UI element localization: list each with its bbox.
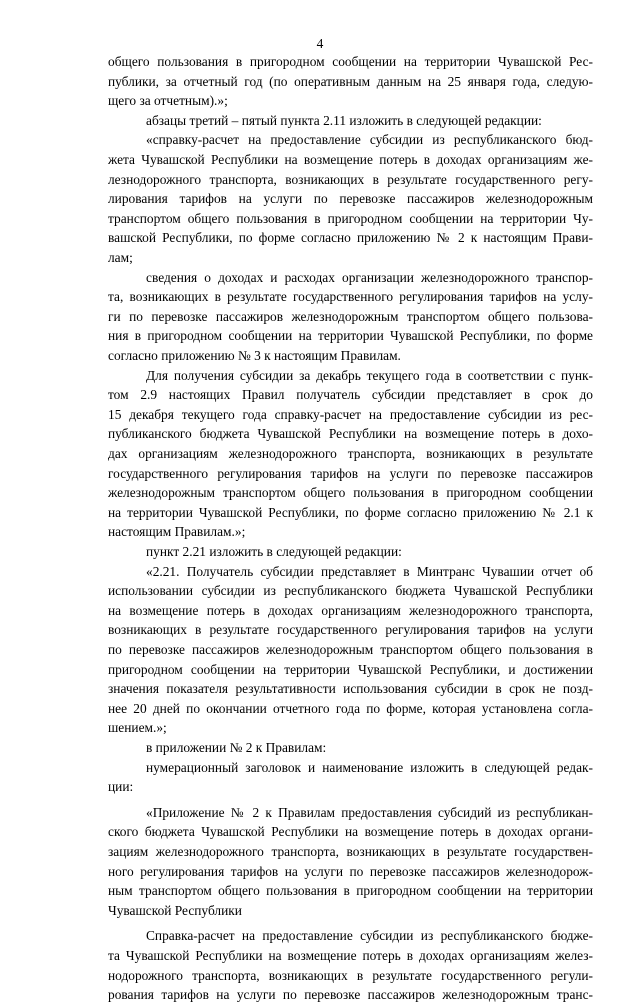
text-line: Чувашской Республики	[108, 902, 242, 918]
text-line: щего за отчетным).»;	[108, 93, 228, 109]
text-line: ния в пригородном сообщении на территории Чувашской Республики, по форме	[108, 328, 593, 344]
text-line: лезнодорожного транспорта, возникающих в результате государственного регу-	[108, 171, 593, 187]
text-line: железнодорожным транспортом общего пользования в пригородном сообщении	[108, 485, 593, 501]
text-line: Для получения субсидии за декабрь текущего года в соответствии с пунк-	[146, 367, 593, 383]
text-line: согласно приложению № 3 к настоящим Правилам.	[108, 348, 401, 363]
text-line: нумерационный заголовок и наименование изложить в следующей редак-	[146, 759, 593, 775]
text-line: зациям железнодорожного транспорта, возникающих в результате государствен-	[108, 844, 593, 859]
text-line: в приложении № 2 к Правилам:	[146, 740, 327, 755]
text-line: пригородном сообщении на территории Чувашской Республики, и достижении	[108, 661, 593, 677]
text-line: «2.21. Получатель субсидии представляет в Минтранс Чувашии отчет об	[146, 563, 593, 579]
text-line: шением.»;	[108, 720, 167, 736]
text-line: дах организациям железнодорожного транспорта, возникающих в результате	[108, 446, 593, 461]
text-line: та, возникающих в результате государственного регулирования тарифов на услу-	[108, 289, 593, 305]
text-line: общего пользования в пригородном сообщении на территории Чувашской Рес-	[108, 54, 593, 69]
text-line: по перевозке пассажиров железнодорожным транспортом общего пользования в	[108, 642, 593, 657]
text-line: на возмещение потерь в доходах организациям железнодорожного транспорта,	[108, 602, 593, 618]
text-line: возникающих в результате государственного регулирования тарифов на услуги	[108, 622, 593, 638]
text-line: рования тарифов на услуги по перевозке пассажиров железнодорожным транс-	[108, 987, 593, 1003]
text-line: лирования тарифов на услуги по перевозке пассажиров железнодорожным	[108, 191, 593, 207]
text-line: жета Чувашской Республики на возмещение потерь в доходах организациям же-	[108, 152, 593, 167]
text-line: нее 20 дней по окончании отчетного года по форме, которая установлена согла-	[108, 700, 593, 716]
text-line: сведения о доходах и расходах организации железнодорожного транспор-	[146, 269, 593, 285]
text-line: «Приложение № 2 к Правилам предоставления субсидий из республикан-	[146, 804, 593, 820]
text-line: ным транспортом общего пользования в пригородном сообщении на территории	[108, 883, 593, 899]
text-line: ции:	[108, 779, 134, 795]
text-line: транспортом общего пользования в пригородном сообщении на территории Чу-	[108, 210, 593, 226]
text-line: та Чувашской Республики на возмещение потерь в доходах организациям желез-	[108, 948, 593, 963]
text-line: Справка-расчет на предоставление субсидии из республиканского бюдже-	[146, 928, 593, 944]
text-line: публиканского бюджета Чувашской Республики на возмещение потерь в дохо-	[108, 426, 593, 442]
text-line: ного регулирования тарифов на услуги по перевозке пассажиров железнодорож-	[108, 863, 593, 879]
text-line: том 2.9 настоящих Правил получатель субсидии представляет в срок до	[108, 387, 593, 403]
text-line: значения показателя результативности использования субсидии в срок не позд-	[108, 681, 593, 697]
text-line: государственного регулирования тарифов на услуги по перевозке пассажиров	[108, 465, 593, 481]
page-number: 4	[316, 36, 324, 51]
text-line: публики, за отчетный год (по оперативным данным на 25 января года, следую-	[108, 73, 593, 89]
text-line: абзацы третий – пятый пункта 2.11 изложить в следующей редакции:	[146, 112, 542, 128]
text-line: нодорожного транспорта, возникающих в результате государственного регули-	[108, 967, 593, 983]
text-line: на территории Чувашской Республики, по форме согласно приложению № 2.1 к	[108, 504, 593, 520]
text-line: вашской Республики, по форме согласно приложению № 2 к настоящим Прави-	[108, 230, 593, 246]
text-line: ского бюджета Чувашской Республики на возмещение потерь в доходах органи-	[108, 824, 593, 840]
text-line: пункт 2.21 изложить в следующей редакции:	[146, 544, 402, 559]
text-line: настоящим Правилам.»;	[108, 524, 246, 540]
text-line: лам;	[108, 250, 133, 265]
text-line: 15 декабря текущего года справку-расчет на предоставление субсидии из рес-	[108, 406, 593, 422]
text-line: «справку-расчет на предоставление субсидии из республиканского бюд-	[146, 132, 593, 148]
text-line: ги по перевозке пассажиров железнодорожным транспортом общего пользова-	[108, 308, 593, 324]
text-line: использовании субсидии из республиканского бюджета Чувашской Республики	[108, 583, 593, 599]
